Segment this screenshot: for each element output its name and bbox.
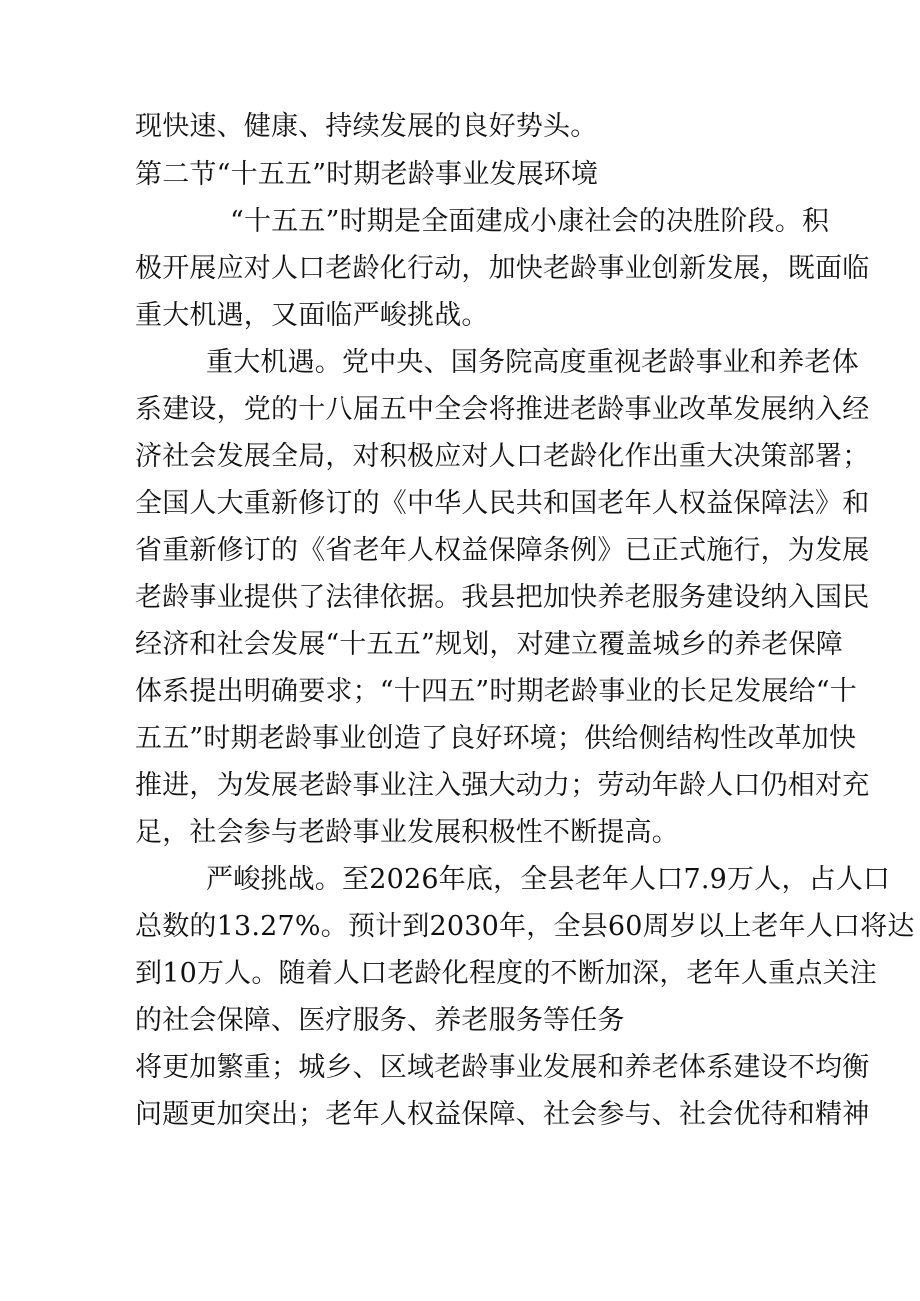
text-line: 五五”时期老龄事业创造了良好环境；供给侧结构性改革加快: [135, 723, 857, 754]
section-heading: 第二节“十五五”时期老龄事业发展环境: [135, 159, 599, 190]
text-line: 极开展应对人口老龄化行动，加快老龄事业创新发展，既面临: [135, 253, 870, 284]
text-line: 省重新修订的《省老年人权益保障条例》已正式施行，为发展: [135, 535, 870, 566]
text-line: 济社会发展全局，对积极应对人口老龄化作出重大决策部署；: [135, 441, 870, 472]
text-line: 将更加繁重；城乡、区域老龄事业发展和养老体系建设不均衡: [135, 1052, 870, 1083]
text-line: 推进，为发展老龄事业注入强大动力；劳动年龄人口仍相对充: [135, 770, 870, 801]
text-line: 全国人大重新修订的《中华人民共和国老年人权益保障法》和: [135, 488, 870, 519]
text-line: “十五五”时期是全面建成小康社会的决胜阶段。积: [230, 206, 830, 237]
text-line: 重大机遇。党中央、国务院高度重视老龄事业和养老体: [206, 347, 859, 378]
text-line: 足，社会参与老龄事业发展积极性不断提高。: [135, 817, 679, 848]
text-line: 问题更加突出；老年人权益保障、社会参与、社会优待和精神: [135, 1099, 870, 1130]
text-line: 系建设，党的十八届五中全会将推进老龄事业改革发展纳入经: [135, 394, 870, 425]
text-line: 体系提出明确要求；“十四五”时期老龄事业的长足发展给“十: [135, 676, 858, 707]
text-line: 经济和社会发展“十五五”规划，对建立覆盖城乡的养老保障: [135, 629, 844, 660]
text-line: 总数的13.27%。预计到2030年，全县60周岁以上老年人口将达: [135, 911, 915, 942]
text-line: 现快速、健康、持续发展的良好势头。: [135, 111, 598, 142]
text-line: 严峻挑战。至2026年底，全县老年人口7.9万人，占人口: [206, 864, 891, 895]
text-line: 重大机遇，又面临严峻挑战。: [135, 300, 489, 331]
text-line: 老龄事业提供了法律依据。我县把加快养老服务建设纳入国民: [135, 582, 870, 613]
text-line: 到10万人。随着人口老龄化程度的不断加深，老年人重点关注: [135, 958, 877, 989]
text-line: 的社会保障、医疗服务、养老服务等任务: [135, 1005, 625, 1036]
